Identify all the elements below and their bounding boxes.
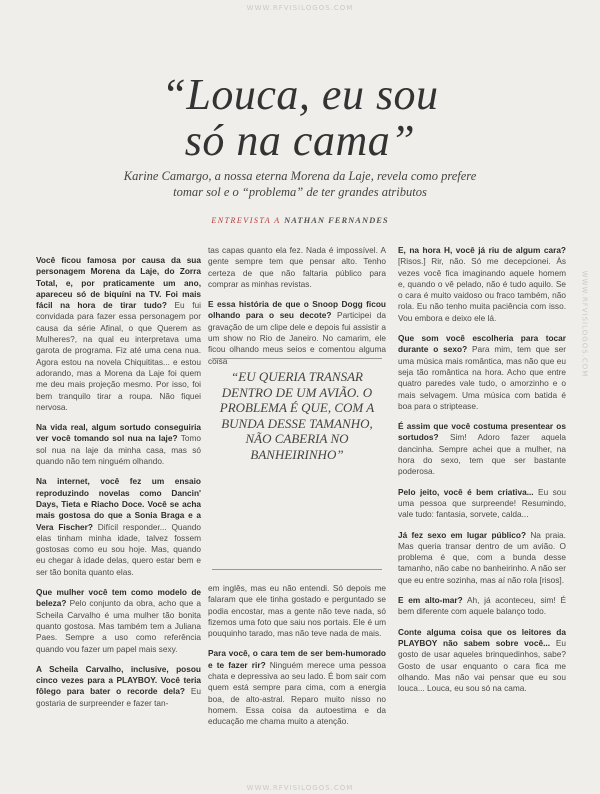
interview-answer: Ninguém merece uma pessoa chata e depressiva ao seu lado. É bom sair com quem está sempre para cima, com a energia boa, de alto-astral. Reparo muito nisso no homem. Essa coisa da autoestima e da educação me chama muito a atenção. [208, 659, 386, 727]
interview-paragraph [398, 421, 566, 477]
title-line-2: só na cama” [184, 116, 416, 165]
interview-paragraph [208, 299, 386, 367]
interview-paragraph [36, 422, 201, 467]
interview-answer: em inglês, mas eu não entendi. Só depois me falaram que ele tinha gostado e perguntado se podia encostar, mas a gente não teve nada, só fizemos uma foto que saiu nos portais. Ele é um pouquinho tarado, mas não teve nada de mais. [208, 583, 386, 639]
interview-paragraph [398, 333, 566, 412]
interview-question: Na internet, você fez um ensaio reproduzindo novelas como Dancin' Days, Tieta e Riacho Doce. Você se acha mais gostosa do que a Sonia Braga e a Vera Fischer? [36, 476, 201, 532]
interview-paragraph [36, 664, 201, 709]
interview-question: Que mulher você tem como modelo de beleza? [36, 587, 201, 609]
interview-paragraph [398, 245, 566, 324]
pull-quote-box [212, 358, 382, 570]
interview-answer: Para mim, tem que ser uma música mais romântica, mas não que eu seja tão romântica na hora. Acho que entre quatro paredes vale tudo, o amorzinho e o mais selvagem. Uma música com batida é boa para o striptease. [398, 344, 566, 411]
article-subtitle: Karine Camargo, a nossa eterna Morena da Laje, revela como prefere tomar sol e o “problema” de ter grandes atributos [123, 169, 477, 199]
interview-question: Que som você escolheria para tocar durante o sexo? [398, 333, 566, 355]
interview-paragraph [398, 487, 566, 521]
interview-answer: Difícil responder... Quando elas tinham minha idade, talvez fossem gostosas como eu sou hoje. Mas, quando eu chegar à idade delas, quero estar bem e ser tão bonita quanto elas. [36, 521, 201, 577]
watermark-side: WWW.RFVISILOGOS.COM [580, 270, 589, 378]
interview-paragraph [398, 627, 566, 695]
interview-answer: Participei da gravação de um clipe dele e depois fui assistir a um show no Rio de Janeiro. No camarim, ele ficou olhando meus seios e comentou alguma coisa [208, 310, 386, 366]
interview-question: Pelo jeito, você é bem criativa... [398, 486, 534, 497]
interview-answer: tas capas quanto ela fez. Nada é impossível. A gente sempre tem que pensar alto. Tenho certeza de que não faltaria público para comprar as minhas revistas. [208, 245, 386, 289]
interview-question: Já fez sexo em lugar público? [398, 529, 527, 540]
interview-question: É assim que você costuma presentear os sortudos? [398, 421, 566, 443]
interview-question: E, na hora H, você já riu de algum cara? [398, 245, 566, 255]
column-2-bottom [208, 583, 386, 737]
interview-answer: Na praia. Mas queria transar dentro de um avião. O problema é que, com a bunda desse tamanho, não cabe no banheirinho. A não ser que eu entre sozinha, mas aí não rola [risos]. [398, 529, 566, 585]
pull-quote: “EU QUERIA TRANSAR DENTRO DE UM AVIÃO. O PROBLEMA É QUE, COM A BUNDA DESSE TAMANHO, NÃO CABERIA NO BANHEIRINHO” [219, 369, 375, 462]
watermark-bottom: WWW.RFVISILOGOS.COM [246, 784, 354, 792]
interview-answer: Pelo conjunto da obra, acho que a Scheila Carvalho é uma mulher tão bonita quanto gostosa. Mas também tem a Juliana Paes. Sempre a uso como referência quando vou fazer um papel mais sexy. [36, 598, 201, 654]
byline [0, 215, 600, 225]
watermark-top: WWW.RFVISILOGOS.COM [246, 4, 354, 12]
interview-answer: Ah, já aconteceu, sim! É bem diferente com aquele balanço todo. [398, 595, 566, 617]
interview-question: Para você, o cara tem de ser bem-humorado e te fazer rir? [208, 648, 386, 670]
interview-question: E essa história de que o Snoop Dogg ficou olhando para o seu decote? [208, 299, 386, 321]
interview-question: E em alto-mar? [398, 595, 463, 606]
interview-answer: Eu fui convidada para fazer essa personagem por causa da série Afinal, o que Querem as Mulheres?, na qual eu interpretava uma garota de programa. Fiz até uma cena nua. Agora estou na novela Chiquititas... e estou adorando, mas a Morena da Laje foi quem me deu mais projeção mesmo. Por isso, foi bem tranquilo tirar a roupa. Não fiquei nervosa. [36, 300, 201, 412]
interview-answer: Tomo sol nua na laje da minha casa, mas só quando não tem ninguém olhando. [36, 433, 201, 467]
interview-question: A Scheila Carvalho, inclusive, posou cinco vezes para a PLAYBOY. Você teria fôlego para bater o recorde dela? [36, 663, 201, 697]
article-title [0, 72, 600, 164]
interview-answer: Sim! Adoro fazer aquela dancinha. Sempre achei que a mulher, na hora do sexo, tem que ser bastante poderosa. [398, 432, 566, 477]
interview-paragraph [36, 587, 201, 655]
interview-answer: Eu gosto de usar aqueles brinquedinhos, sabe? Gosto de usar enquanto o cara fica me olhando. Mas não vai pensar que eu sou louca... Louca, eu sou só na cama. [398, 637, 566, 694]
interview-paragraph [36, 255, 201, 413]
interview-paragraph [208, 245, 386, 290]
interview-question: Conte alguma coisa que os leitores da PLAYBOY não sabem sobre você... [398, 626, 566, 648]
byline-author: NATHAN FERNANDES [284, 215, 389, 225]
interview-paragraph [36, 476, 201, 578]
interview-question: Na vida real, algum sortudo conseguiria ver você tomando sol nua na laje? [36, 422, 201, 444]
interview-answer: Eu gostaria de surpreender e fazer tan- [36, 686, 201, 708]
interview-answer: Eu sou uma pessoa que surpreende! Resumindo, vale tudo: fantasia, sorvete, calda... [398, 486, 566, 520]
interview-paragraph [398, 530, 566, 586]
column-2-top [208, 245, 386, 376]
interview-paragraph [208, 648, 386, 727]
interview-answer: [Risos.] Rir, não. Só me decepcionei. Às vezes você fica imaginando aquele homem e, quando o vê pelado, não é tudo aquilo. Se o cara é muito vaidoso ou fraco também, não rola. Eu não tenho muita paciência com isso. Vou embora e deixo ele lá. [398, 256, 566, 323]
interview-paragraph [398, 595, 566, 618]
title-line-1: “Louca, eu sou [161, 70, 439, 119]
interview-paragraph [208, 583, 386, 639]
column-3 [398, 245, 566, 703]
byline-prefix: ENTREVISTA A [211, 216, 281, 225]
interview-question: Você ficou famosa por causa da sua personagem Morena da Laje, do Zorra Total, e, por praticamente um ano, apareceu só de biquíni na TV. Foi mais fácil na hora de tirar tudo? [36, 255, 201, 311]
column-1 [36, 255, 201, 718]
